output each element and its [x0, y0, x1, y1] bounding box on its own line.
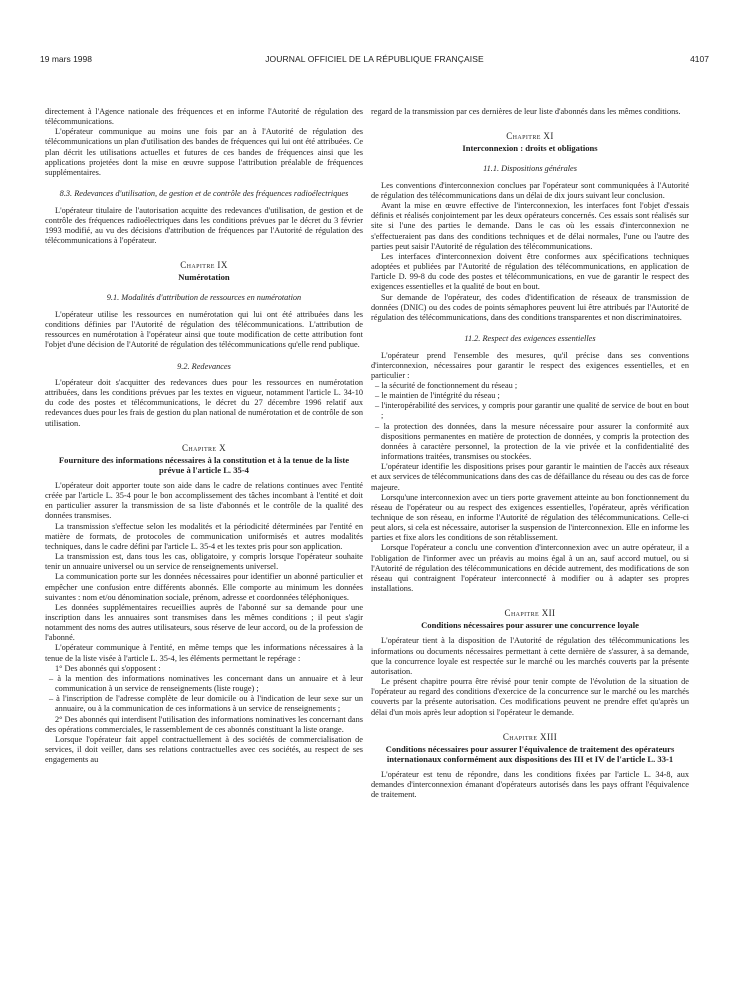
paragraph: L'opérateur communique à l'entité, en même temps que les informations nécessaires à la tenue de la liste visée à l'article L. 35-4, les éléments permettant le repérage :	[45, 643, 363, 663]
paragraph: Lorsqu'une interconnexion avec un tiers porte gravement atteinte au bon fonctionnement du réseau de l'opérateur ou au respect des exigences essentielles, l'opérateur, après vérification technique de son réseau, en informe l'Autorité de régulation des télécommunications. Celle-ci peut alors, si cela est nécessaire, autoriser la suspension de l'interconnexion. Elle en informe les parties et fixe alors les conditions de son rétablissement.	[371, 492, 689, 543]
chapter-title-x: Fourniture des informations nécessaires à la constitution et à la tenue de la liste prévue à l'article L. 35-4	[58, 454, 350, 475]
paragraph: regard de la transmission par ces dernières de leur liste d'abonnés dans les mêmes conditions.	[371, 107, 681, 116]
paragraph: L'opérateur est tenu de répondre, dans les conditions fixées par l'article L. 34-8, aux demandes d'interconnexion émanant d'opérateurs autorisés dans les pays offrant l'équivalence de traitement.	[371, 769, 689, 800]
chapter-label-xiii: Chapitre XIII	[502, 731, 558, 742]
list-item: – à la mention des informations nominatives les concernant dans un annuaire et à leur communication à un service de renseignements (liste rouge) ;	[45, 674, 363, 694]
paragraph: L'opérateur communique au moins une fois par an à l'Autorité de régulation des télécommunications un plan d'utilisation des bandes de fréquences qui lui ont été attribuées. Ce plan décrit les utilisations actuelles et futures de ces bandes de fréquences ainsi que les applications projetées dont la mise en œuvre suppose l'attribution préalable de fréquences supplémentaires.	[45, 127, 363, 177]
header-title: JOURNAL OFFICIEL DE LA RÉPUBLIQUE FRANÇAISE	[265, 54, 484, 64]
paragraph: Les données supplémentaires recueillies auprès de l'abonné sur sa demande pour une inscription dans les annuaires sont transmises dans les mêmes conditions ; il peut s'agir notamment des noms des autres utilisateurs, sous réserve de leur accord, ou de la profession de l'abonné.	[45, 602, 363, 643]
section-title-9-1: 9.1. Modalités d'attribution de ressources en numérotation	[106, 293, 302, 303]
paragraph: La transmission est, dans tous les cas, obligatoire, y compris lorsque l'opérateur souhaite tenir un annuaire universel ou un service de renseignements universel.	[45, 552, 363, 572]
section-title-11-2: 11.2. Respect des exigences essentielles	[464, 334, 596, 343]
chapter-label-xii: Chapitre XII	[504, 608, 556, 619]
list-item: – l'interopérabilité des services, y compris pour garantir une qualité de service de bout en bout ;	[371, 401, 689, 421]
chapter-label-ix: Chapitre IX	[180, 260, 228, 271]
chapter-title-xi: Interconnexion : droits et obligations	[462, 143, 598, 154]
chapter-title-ix: Numérotation	[178, 272, 230, 283]
paragraph: Lorsque l'opérateur fait appel contractuellement à des sociétés de commercialisation de services, il doit veiller, dans ses relations contractuelles avec ces sociétés, au respect de ses engagements au	[45, 734, 363, 765]
paragraph: L'opérateur doit s'acquitter des redevances dues pour les ressources en numérotation attribuées, dans les conditions prévues par les textes en vigueur, notamment l'article L. 34-10 du code des postes et télécommunications, le décret du 27 décembre 1996 relatif aux redevances dues pour les frais de gestion du plan national de numérotation et de contrôle de son utilisation.	[45, 378, 363, 428]
paragraph: L'opérateur tient à la disposition de l'Autorité de régulation des télécommunications les informations ou documents nécessaires permettant à cette dernière de s'assurer, à sa demande, que la concurrence loyale est respectée sur le marché ou les marchés couverts par la présente autorisation.	[371, 636, 689, 676]
paragraph: L'opérateur utilise les ressources en numérotation qui lui ont été attribuées dans les conditions définies par l'Autorité de régulation des télécommunications. L'attribution de ressources en numérotation à l'opérateur ainsi que toute modification de cette attribution font l'objet d'une décision de l'Autorité de régulation des télécommunications qu'elle rend publique.	[45, 309, 363, 350]
dash-list	[45, 674, 363, 715]
section-title-9-2: 9.2. Redevances	[177, 361, 231, 371]
section-title-11-1: 11.1. Dispositions générales	[483, 164, 577, 174]
page-header	[40, 54, 709, 68]
paragraph: Lorsque l'opérateur a conclu une convention d'interconnexion avec un autre opérateur, il a l'obligation de l'informer avec un préavis au moins égal à un an, sauf accord mutuel, ou si l'Autorité de régulation des télécommunications en décide autrement, des modifications de son réseau qui contraignent l'opérateur interconnecté à modifier ou à adapter ses propres installations.	[371, 543, 689, 594]
paragraph: L'opérateur titulaire de l'autorisation acquitte des redevances d'utilisation, de gestion et de contrôle des fréquences radioélectriques dans les conditions prévues par le décret du 3 février 1993 modifié, au vu des décisions d'attribution de fréquences par l'Autorité de régulation des télécommunications à l'opérateur.	[45, 205, 363, 246]
list-item-numbered: 2° Des abonnés qui interdisent l'utilisation des informations nominatives les concernant dans des opérations commerciales, le rassemblement de ces abonnés constituant la liste orange.	[45, 714, 363, 734]
chapter-label-xi: Chapitre XI	[506, 131, 554, 142]
header-date: 19 mars 1998	[40, 54, 92, 64]
paragraph: L'opérateur doit apporter toute son aide dans le cadre de relations continues avec l'entité créée par l'article L. 35-4 pour le bon accomplissement des tâches incombant à l'entité et doit en particulier assurer la transmission de sa liste d'abonnés et le contrôle de la qualité des données transmises.	[45, 480, 363, 521]
list-item-numbered: 1° Des abonnés qui s'opposent :	[55, 663, 161, 673]
list-item: – à l'inscription de l'adresse complète de leur domicile ou à l'indication de leur sexe sur un annuaire, ou à la communication de ces informations à un service de renseignements ;	[45, 694, 363, 714]
left-column	[45, 107, 363, 765]
paragraph: La transmission s'effectue selon les modalités et la périodicité déterminées par l'entité en matière de formats, de protocoles de communication uniformisés et autres modalités techniques, dans le cadre défini par l'article L. 35-4 et les textes pris pour son application.	[45, 521, 363, 551]
chapter-title-xii: Conditions nécessaires pour assurer une concurrence loyale	[421, 620, 639, 631]
list-item: – la sécurité de fonctionnement du réseau ;	[371, 381, 689, 391]
paragraph: directement à l'Agence nationale des fréquences et en informe l'Autorité de régulation des télécommunications.	[45, 107, 363, 127]
dash-list	[371, 381, 689, 462]
header-page-number: 4107	[690, 54, 709, 64]
paragraph: Les conventions d'interconnexion conclues par l'opérateur sont communiquées à l'Autorité de régulation des télécommunications dans un délai de dix jours suivant leur conclusion.	[371, 180, 689, 200]
paragraph: Avant la mise en œuvre effective de l'interconnexion, les interfaces font l'objet d'essais définis et réalisés conjointement par les deux opérateurs concernés. Ces essais sont réalisés sur site si l'une des parties le demande. Dans le cas où les essais d'interconnexion ne s'effectueraient pas dans des conditions techniques et de délai normales, l'une ou l'autre des parties peut saisir l'Autorité de régulation des télécommunications.	[371, 201, 689, 251]
section-title-8-3: 8.3. Redevances d'utilisation, de gestion et de contrôle des fréquences radioélectriques	[59, 189, 349, 199]
list-item: – le maintien de l'intégrité du réseau ;	[371, 391, 689, 401]
list-item: – la protection des données, dans la mesure nécessaire pour assurer la conformité aux dispositions permanentes en matière de protection de données, y compris la protection des données à caractère personnel, la protection de la vie privée et la confidentialité des informations traitées, transmises ou stockées.	[371, 422, 689, 463]
paragraph: La communication porte sur les données nécessaires pour identifier un abonné particulier et empêcher une confusion entre différents abonnés. Elle comporte au minimum les données suivantes : nom et/ou dénomination sociale, prénom, adresse et coordonnées téléphoniques.	[45, 572, 363, 602]
paragraph: L'opérateur prend l'ensemble des mesures, qu'il précise dans ses conventions d'interconnexion, nécessaires pour garantir le respect des exigences essentielles, et en particulier :	[371, 350, 689, 380]
paragraph: Sur demande de l'opérateur, des codes d'identification de réseaux de transmission de données (DNIC) ou des codes de points sémaphores peuvent lui être attribués par l'Autorité de régulation des télécommunications, dans des conditions transparentes et non discriminatoires.	[371, 292, 689, 322]
right-column	[371, 107, 689, 800]
chapter-label-x: Chapitre X	[181, 442, 227, 453]
paragraph: L'opérateur identifie les dispositions prises pour garantir le maintien de l'accès aux réseaux et aux services de télécommunications dans des cas de défaillance du réseau ou des cas de force majeure.	[371, 462, 689, 492]
paragraph: Les interfaces d'interconnexion doivent être conformes aux spécifications techniques adoptées et publiées par l'Autorité de régulation des télécommunications, en application de l'article D. 99-8 du code des postes et télécommunications, en vue de garantir le respect des exigences essentielles et la qualité de bout en bout.	[371, 251, 689, 292]
chapter-title-xiii: Conditions nécessaires pour assurer l'équivalence de traitement des opérateurs internationaux conformément aux dispositions des III et IV de l'article L. 33-1	[385, 743, 675, 764]
paragraph: Le présent chapitre pourra être révisé pour tenir compte de l'évolution de la situation de l'opérateur au regard des conditions d'exercice de la concurrence sur le marché ou les marchés couverts par la présente autorisation. Ces modifications peuvent ne prendre effet qu'après un délai d'un mois après leur adoption si l'opérateur le demande.	[371, 677, 689, 717]
